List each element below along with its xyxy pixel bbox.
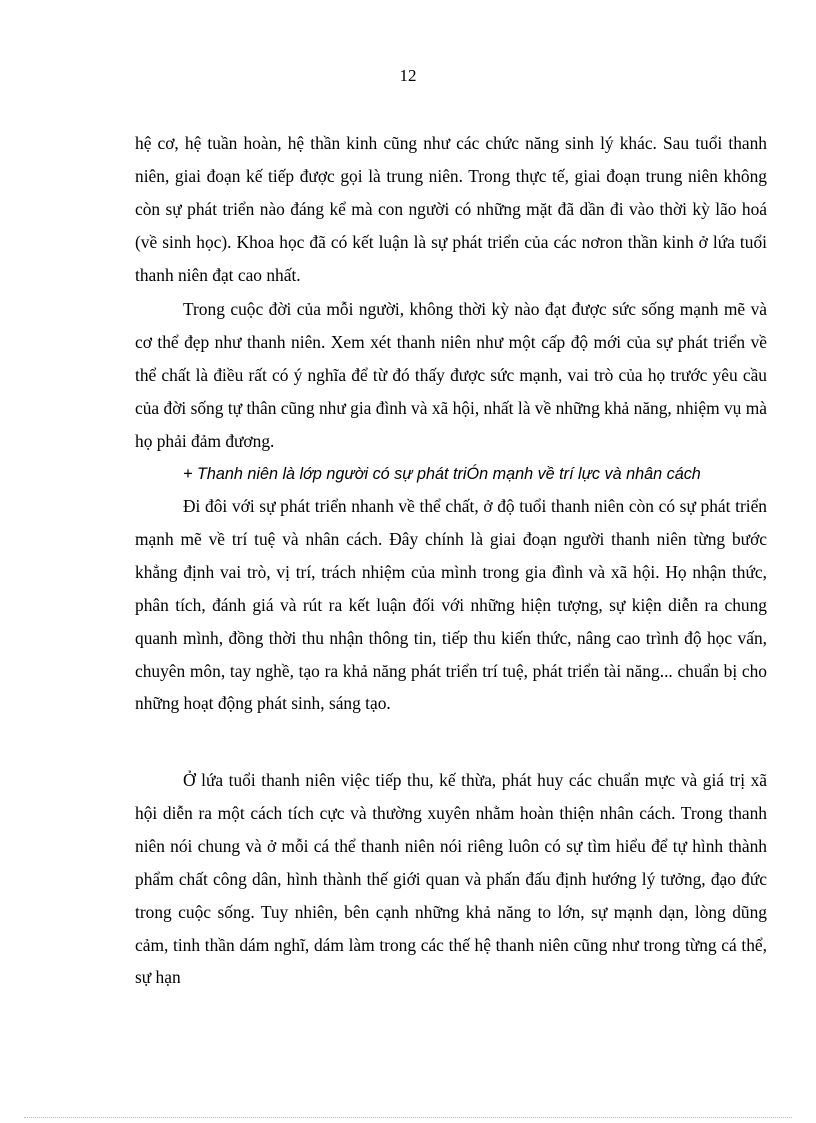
page-number: 12 — [399, 66, 417, 85]
paragraph-3-container — [135, 490, 767, 720]
section-heading: + Thanh niên là lớp người có sự phát triÓn mạnh về trí lực và nhân cách — [183, 465, 701, 483]
page-bottom-divider — [24, 1117, 792, 1118]
section-heading-container — [135, 458, 767, 491]
paragraph-3: Đi đôi với sự phát triển nhanh về thể chất, ở độ tuổi thanh niên còn có sự phát triển mạnh mẽ về trí tuệ và nhân cách. Đây chính là giai đoạn người thanh niên từng bước khẳng định vai trò, vị trí, trách nhiệm của mình trong gia đình và xã hội. Họ nhận thức, phân tích, đánh giá và rút ra kết luận đối với những hiện tượng, sự kiện diễn ra chung quanh mình, đồng thời thu nhận thông tin, tiếp thu kiến thức, nâng cao trình độ học vấn, chuyên môn, tay nghề, tạo ra khả năng phát triển trí tuệ, phát triển tài năng... chuẩn bị cho những hoạt động phát sinh, sáng tạo. — [135, 496, 767, 714]
paragraph-1: hệ cơ, hệ tuần hoàn, hệ thần kinh cũng như các chức năng sinh lý khác. Sau tuổi thanh niên, giai đoạn kế tiếp được gọi là trung niên. Trong thực tế, giai đoạn trung niên không còn sự phát triển nào đáng kể mà con người có những mặt đã dần đi vào thời kỳ lão hoá (về sinh học). Khoa học đã có kết luận là sự phát triển của các nơron thần kinh ở lứa tuổi thanh niên đạt cao nhất. — [135, 133, 767, 285]
paragraph-1-container — [135, 127, 767, 292]
paragraph-2: Trong cuộc đời của mỗi người, không thời kỳ nào đạt được sức sống mạnh mẽ và cơ thể đẹp như thanh niên. Xem xét thanh niên như một cấp độ mới của sự phát triển về thể chất là điều rất có ý nghĩa để từ đó thấy được sức mạnh, vai trò của họ trước yêu cầu của đời sống tự thân cũng như gia đình và xã hội, nhất là về những khả năng, nhiệm vụ mà họ phải đảm đương. — [135, 299, 767, 451]
paragraph-2-container — [135, 293, 767, 458]
paragraph-4: Ở lứa tuổi thanh niên việc tiếp thu, kế thừa, phát huy các chuẩn mực và giá trị xã hội diễn ra một cách tích cực và thường xuyên nhằm hoàn thiện nhân cách. Trong thanh niên nói chung và ở mỗi cá thể thanh niên nói riêng luôn có sự tìm hiểu để tự hình thành phẩm chất công dân, hình thành thế giới quan và phấn đấu định hướng lý tưởng, đạo đức trong cuộc sống. Tuy nhiên, bên cạnh những khả năng to lớn, sự mạnh dạn, lòng dũng cảm, tinh thần dám nghĩ, dám làm trong các thế hệ thanh niên cũng như trong từng cá thể, sự hạn — [135, 770, 767, 988]
paragraph-4-container — [135, 764, 767, 994]
